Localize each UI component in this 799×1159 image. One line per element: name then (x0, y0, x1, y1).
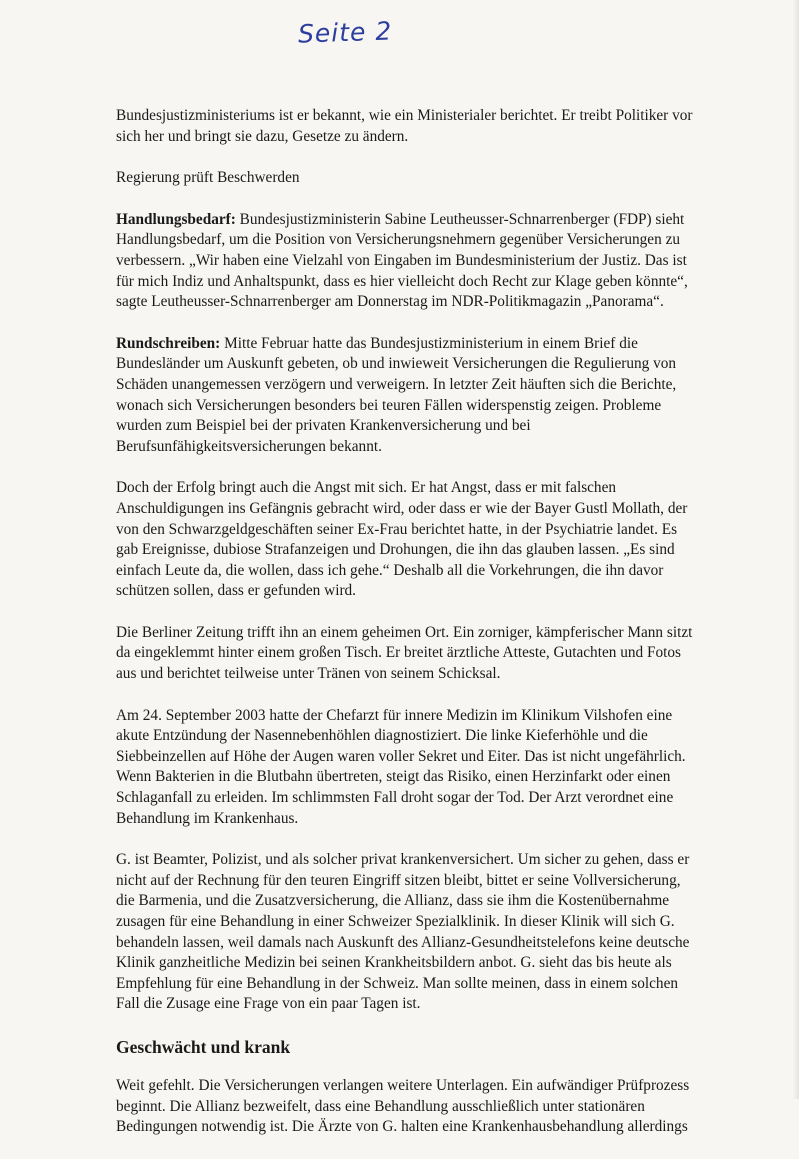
paragraph: G. ist Beamter, Polizist, und als solcher privat krankenversichert. Um sicher zu gehen, dass er nicht auf der Rechnung für den teuren Eingriff sitzen bleibt, bittet er seine Vollversicherung, die Barmenia, und die Zusatzversicherung, die Allianz, dass sie ihm die Kostenübernahme zusagen für eine Behandlung in einer Schweizer Spezialklinik. In dieser Klinik will sich G. behandeln lassen, weil damals nach Auskunft des Allianz-Gesundheitstelefons keine deutsche Klinik ganzheitliche Medizin bei seinen Krankheitsbildern anbot. G. sieht das bis heute als Empfehlung für eine Behandlung in der Schweiz. Man sollte meinen, dass in einem solchen Fall die Zusage eine Frage von ein paar Tagen ist. (116, 851, 690, 1013)
paragraph: Bundesjustizministeriums ist er bekannt, wie ein Ministerialer berichtet. Er treibt Politiker vor sich her und bringt sie dazu, Gesetze zu ändern. (116, 107, 693, 145)
paragraph: Die Berliner Zeitung trifft ihn an einem geheimen Ort. Ein zorniger, kämpferischer Mann sitzt da eingeklemmt hinter einem großen Tisch. Er breitet ärztliche Atteste, Gutachten und Fotos aus und berichtet teilweise unter Tränen von seinem Schicksal. (116, 623, 693, 683)
handwritten-page-annotation: Seite 2 (297, 16, 393, 49)
paragraph: Weit gefehlt. Die Versicherungen verlangen weitere Unterlagen. Ein aufwändiger Prüfprozess beginnt. Die Allianz bezweifelt, dass eine Behandlung ausschließlich unter stationären Bedingungen notwendig ist. Die Ärzte von G. halten eine Krankenhausbehandlung allerdings (116, 1076, 690, 1136)
paragraph (116, 334, 694, 458)
scan-edge-shadow (793, 0, 799, 1099)
paragraph-lead: Rundschreiben: (116, 334, 221, 352)
section-heading: Geschwächt und krank (116, 1036, 291, 1057)
article-body (116, 106, 694, 1159)
subheading-text: Regierung prüft Beschwerden (116, 169, 300, 187)
paragraph-text: Bundesjustizministerin Sabine Leutheusser-Schnarrenberger (FDP) sieht Handlungsbedarf, um die Position von Versicherungsnehmern gegenüber Versicherungen zu verbessern. „Wir haben eine Vielzahl von Eingaben im Bundesministerium der Justiz. Das ist für mich Indiz und Anhaltspunkt, dass es hier vielleicht doch Recht zur Klage geben könnte“, sagte Leutheusser-Schnarrenberger am Donnerstag im NDR-Politikmagazin „Panorama“. (116, 210, 688, 311)
paragraph (116, 210, 694, 313)
paragraph: Am 24. September 2003 hatte der Chefarzt für innere Medizin im Klinikum Vilshofen eine akute Entzündung der Nasennebenhöhlen diagnostiziert. Die linke Kieferhöhle und die Siebbeinzellen auf Höhe der Augen waren voller Sekret und Eiter. Das ist nicht ungefährlich. Wenn Bakterien in die Blutbahn übertreten, steigt das Risiko, einen Herzinfarkt oder einen Schlaganfall zu erleiden. Im schlimmsten Fall droht sogar der Tod. Der Arzt verordnet eine Behandlung im Krankenhaus. (116, 706, 686, 827)
paragraph-text: Mitte Februar hatte das Bundesjustizministerium in einem Brief die Bundesländer um Auskunft gebeten, ob und inwieweit Versicherungen die Regulierung von Schäden unangemessen verzögern und verweigern. In letzter Zeit häuften sich die Berichte, wonach sich Versicherungen besonders bei teuren Fällen widerspenstig zeigen. Probleme wurden zum Beispiel bei der privaten Krankenversicherung und bei Berufsunfähigkeitsversicherungen bekannt. (116, 334, 677, 455)
paragraph: Doch der Erfolg bringt auch die Angst mit sich. Er hat Angst, dass er mit falschen Anschuldigungen ins Gefängnis gebracht wird, oder dass er wie der Bayer Gustl Mollath, der von den Schwarzgeldgeschäften seiner Ex-Frau berichtet hatte, in der Psychiatrie landet. Es gab Ereignisse, dubiose Strafanzeigen und Drohungen, die ihn das glauben lassen. „Es sind einfach Leute da, die wollen, dass ich gehe.“ Deshalb all die Vorkehrungen, die ihn davor schützen sollen, dass er gefunden wird. (116, 479, 688, 600)
paragraph-lead: Handlungsbedarf: (116, 210, 236, 228)
